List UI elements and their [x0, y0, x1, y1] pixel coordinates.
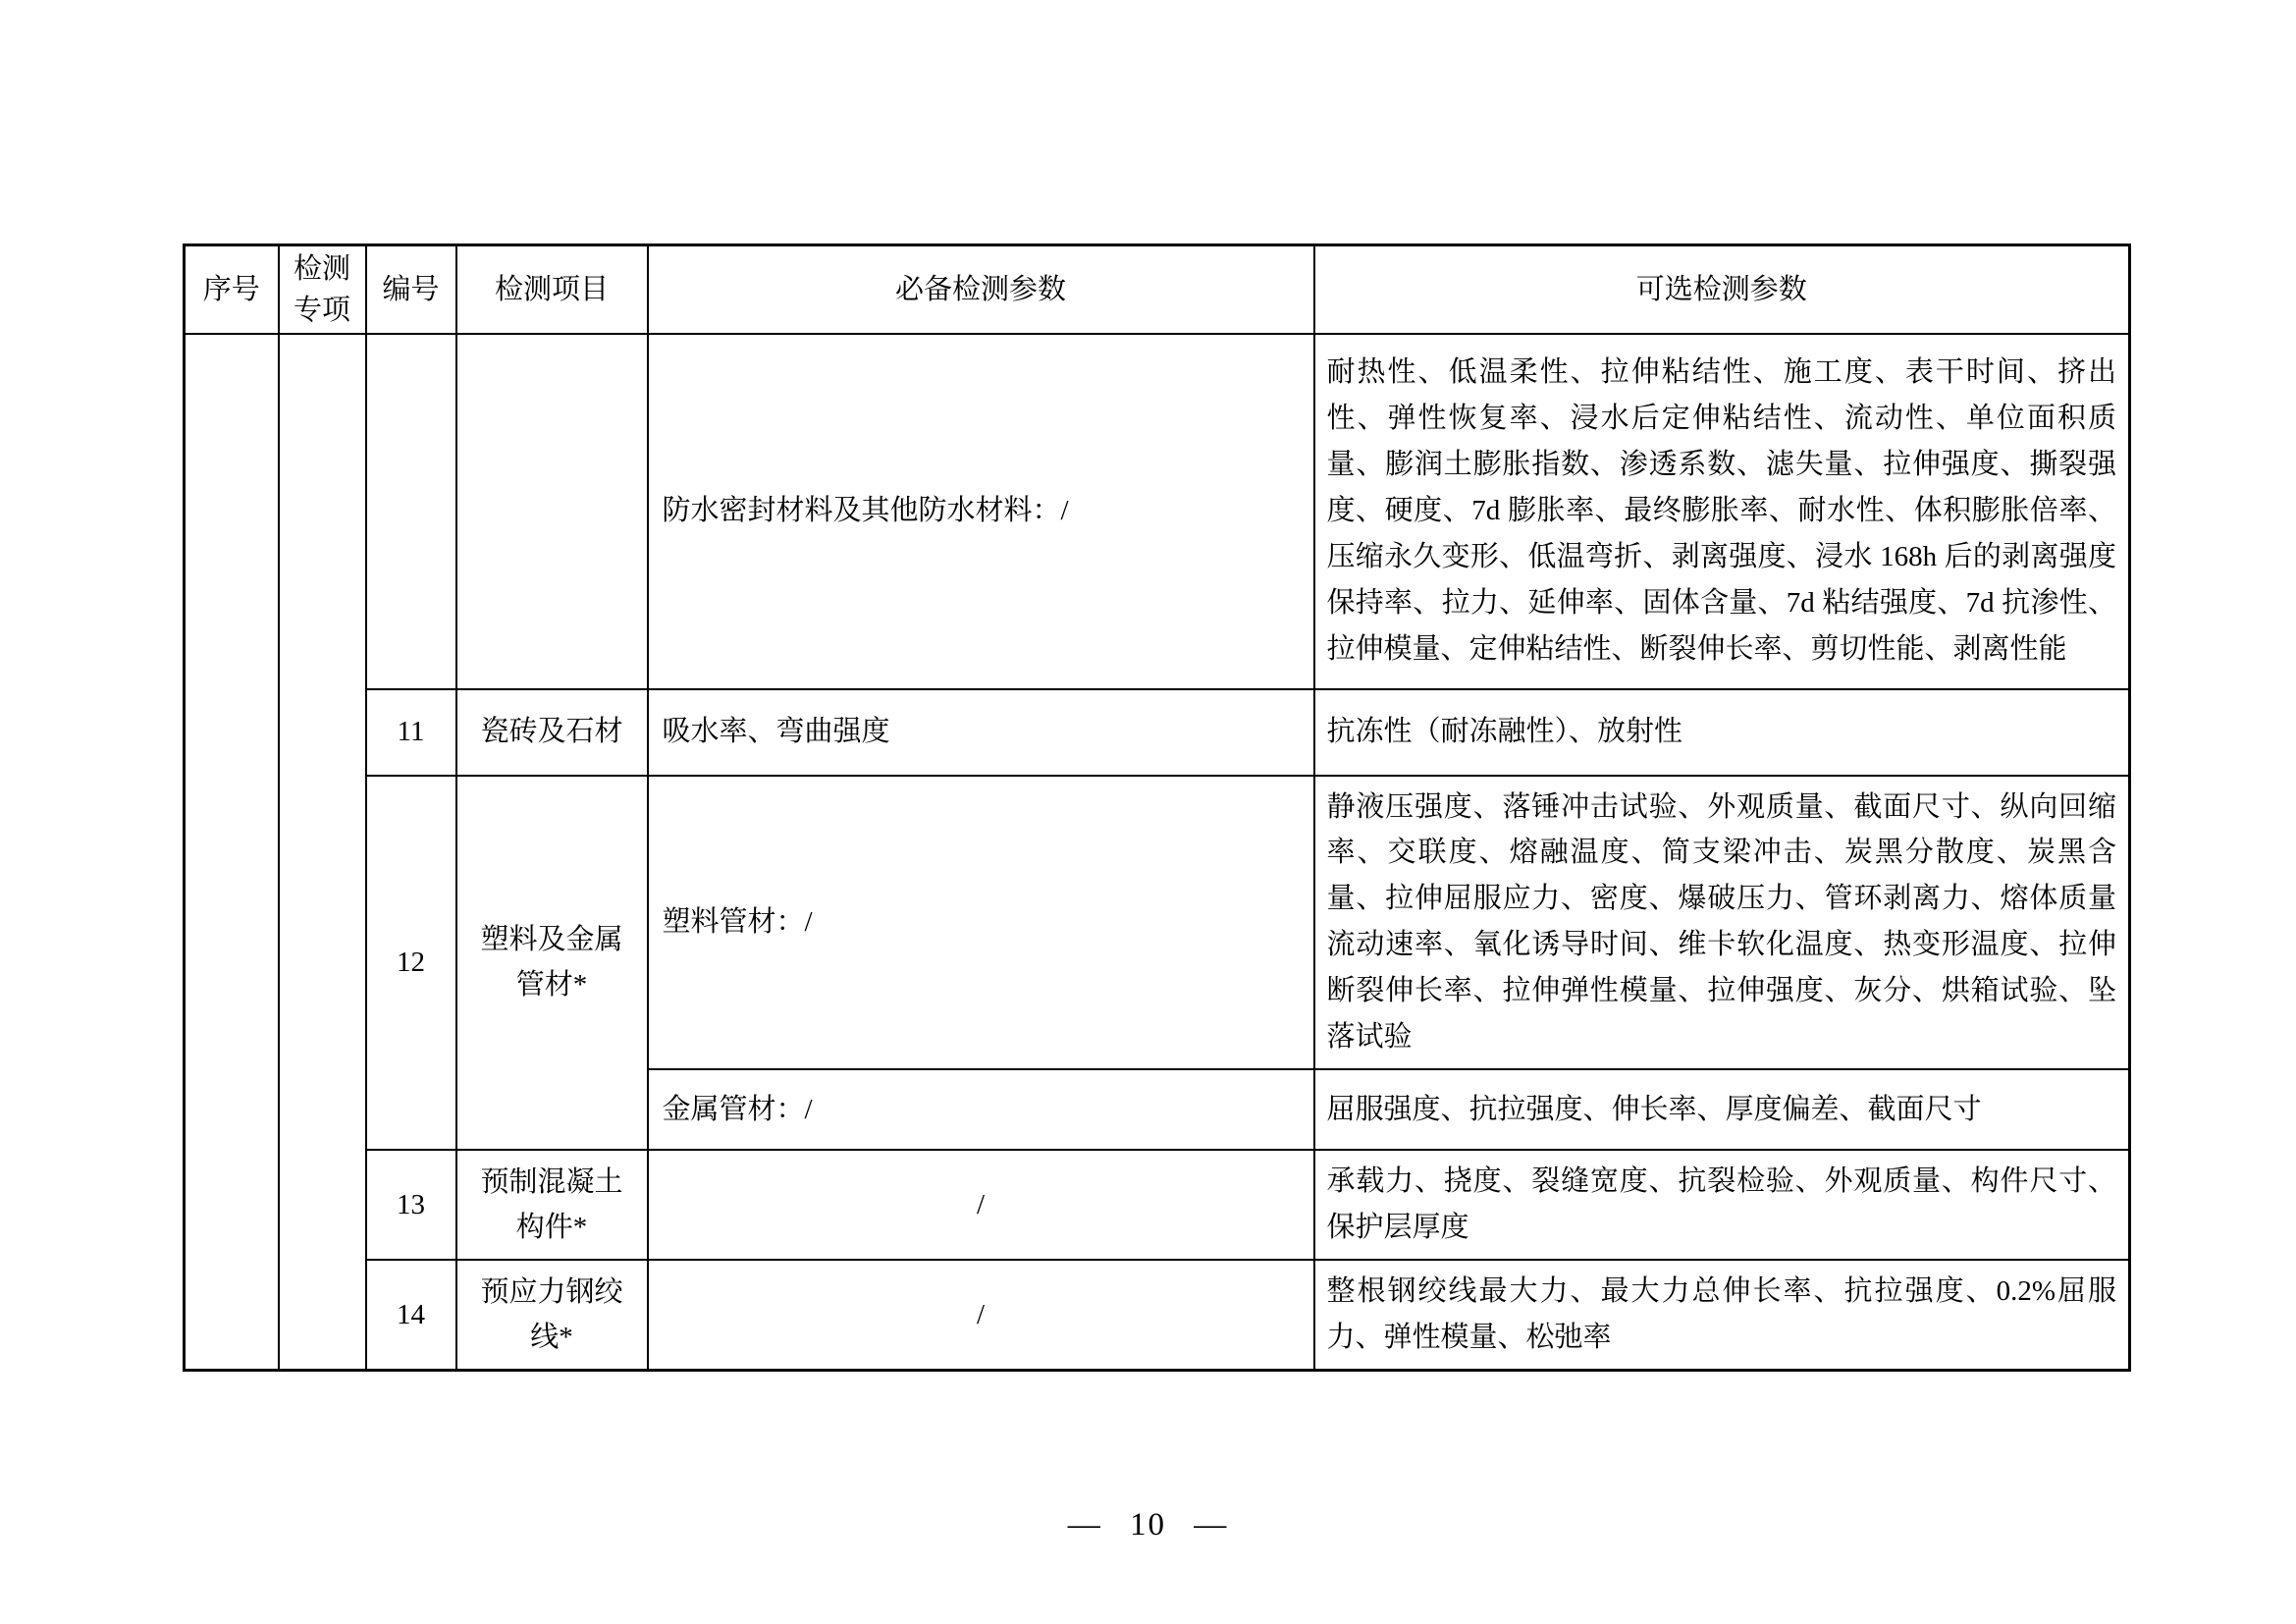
- item-cell: 预制混凝土构件*: [456, 1150, 648, 1260]
- item-cell: 塑料及金属管材*: [456, 776, 648, 1151]
- code-cell: [366, 334, 456, 689]
- serial-cell: [185, 334, 279, 1371]
- inspection-items-table: [183, 244, 2131, 1372]
- required-params-cell: /: [648, 1150, 1314, 1260]
- optional-params-cell: 屈服强度、抗拉强度、伸长率、厚度偏差、截面尺寸: [1314, 1069, 2130, 1150]
- col-header-serial: 序号: [185, 245, 279, 334]
- required-params-cell: 防水密封材料及其他防水材料：/: [648, 334, 1314, 689]
- required-params-cell: 金属管材：/: [648, 1069, 1314, 1150]
- table-row: [185, 776, 2130, 1070]
- optional-params-cell: 耐热性、低温柔性、拉伸粘结性、施工度、表干时间、挤出性、弹性恢复率、浸水后定伸粘结性、流动性、单位面积质量、膨润土膨胀指数、渗透系数、滤失量、拉伸强度、撕裂强度、硬度、7d 膨胀率、最终膨胀率、耐水性、体积膨胀倍率、压缩永久变形、低温弯折、剥离强度、浸水 168h 后的剥离强度保持率、拉力、延伸率、固体含量、7d 粘结强度、7d 抗渗性、拉伸模量、定伸粘结性、断裂伸长率、剪切性能、剥离性能: [1314, 334, 2130, 689]
- optional-params-cell: 抗冻性（耐冻融性）、放射性: [1314, 689, 2130, 776]
- table-row: [185, 1260, 2130, 1370]
- code-cell: 12: [366, 776, 456, 1151]
- item-cell: 瓷砖及石材: [456, 689, 648, 776]
- optional-params-cell: 承载力、挠度、裂缝宽度、抗裂检验、外观质量、构件尺寸、保护层厚度: [1314, 1150, 2130, 1260]
- optional-params-cell: 静液压强度、落锤冲击试验、外观质量、截面尺寸、纵向回缩率、交联度、熔融温度、简支梁冲击、炭黑分散度、炭黑含量、拉伸屈服应力、密度、爆破压力、管环剥离力、熔体质量流动速率、氧化诱导时间、维卡软化温度、热变形温度、拉伸断裂伸长率、拉伸弹性模量、拉伸强度、灰分、烘箱试验、坠落试验: [1314, 776, 2130, 1070]
- code-cell: 11: [366, 689, 456, 776]
- page-number: — 10 —: [1067, 1507, 1229, 1543]
- item-cell: 预应力钢绞线*: [456, 1260, 648, 1370]
- col-header-optional-params: 可选检测参数: [1314, 245, 2130, 334]
- required-params-cell: 塑料管材：/: [648, 776, 1314, 1070]
- col-header-required-params: 必备检测参数: [648, 245, 1314, 334]
- table-header-row: [185, 245, 2130, 334]
- item-cell: [456, 334, 648, 689]
- required-params-cell: /: [648, 1260, 1314, 1370]
- col-header-item: 检测项目: [456, 245, 648, 334]
- optional-params-cell: 整根钢绞线最大力、最大力总伸长率、抗拉强度、0.2%屈服力、弹性模量、松弛率: [1314, 1260, 2130, 1370]
- col-header-specialty: 检测专项: [279, 245, 366, 334]
- code-cell: 14: [366, 1260, 456, 1370]
- table-row: [185, 1150, 2130, 1260]
- table-row: [185, 334, 2130, 689]
- table-row: [185, 689, 2130, 776]
- col-header-code: 编号: [366, 245, 456, 334]
- required-params-cell: 吸水率、弯曲强度: [648, 689, 1314, 776]
- code-cell: 13: [366, 1150, 456, 1260]
- specialty-cell: [279, 334, 366, 1371]
